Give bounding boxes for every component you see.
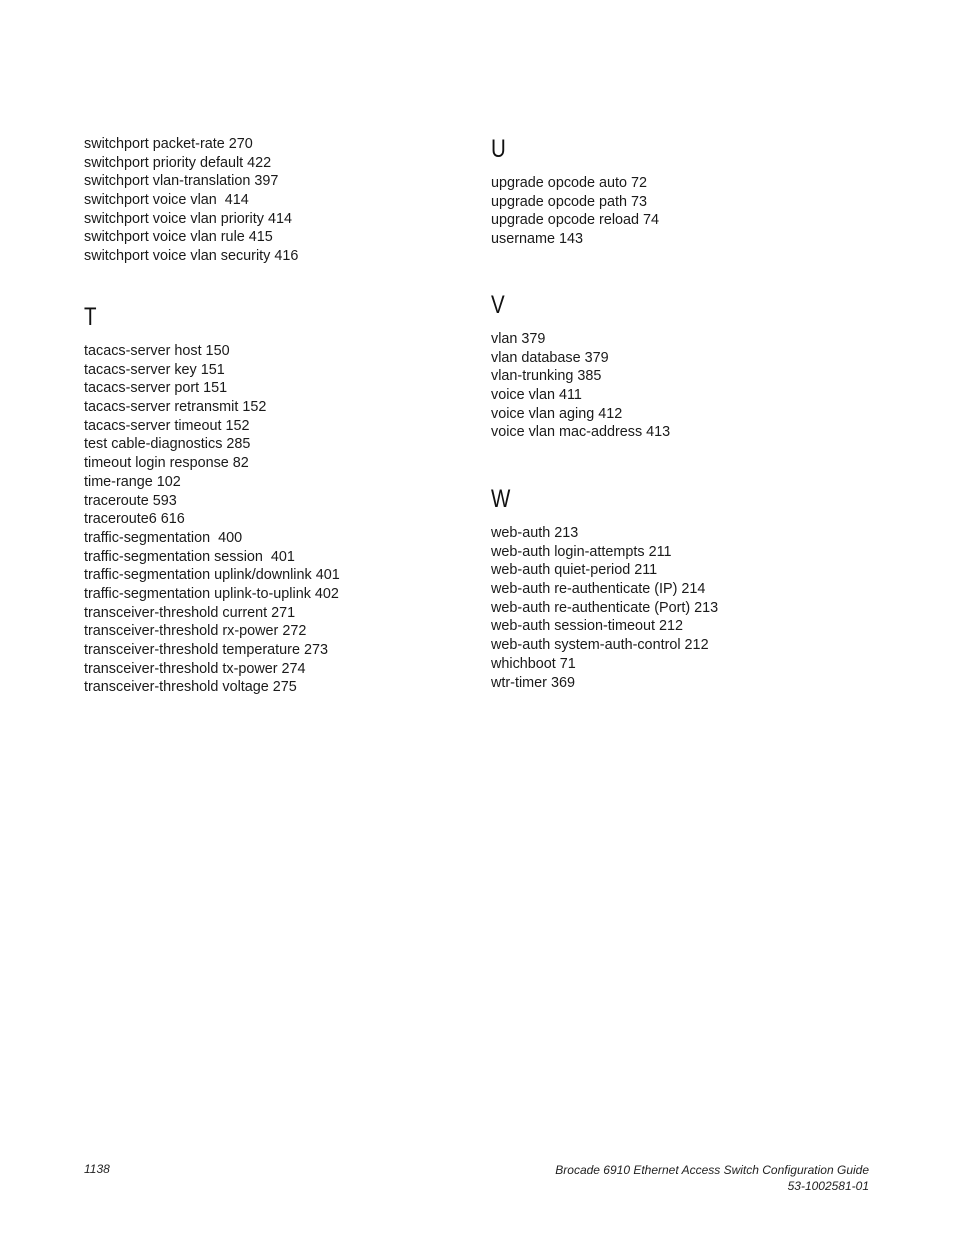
index-entry-list (491, 524, 891, 692)
index-entry: tacacs-server host 150 (84, 343, 230, 359)
index-entry: web-auth re-authenticate (IP) 214 (491, 581, 706, 598)
index-entry: web-auth session-timeout 212 (491, 618, 683, 635)
index-entry: traffic-segmentation 400 (84, 529, 243, 546)
index-entry: upgrade opcode auto 72 (491, 175, 648, 191)
index-entry: vlan-trunking 385 (491, 368, 602, 385)
section-letter-heading: V (491, 291, 505, 319)
index-entry: web-auth re-authenticate (Port) 213 (491, 599, 719, 616)
index-entry: web-auth quiet-period 211 (491, 562, 658, 579)
index-entry-list (84, 135, 464, 266)
index-entry: switchport vlan-translation 397 (84, 173, 279, 190)
index-entry: switchport priority default 422 (84, 154, 272, 171)
index-entry: web-auth login-attempts 211 (491, 543, 672, 560)
index-entry: transceiver-threshold voltage 275 (84, 679, 297, 696)
index-entry: vlan database 379 (491, 349, 609, 366)
index-entry-list (84, 342, 464, 697)
index-entry: tacacs-server timeout 152 (84, 417, 250, 434)
footer-guide-title: Brocade 6910 Ethernet Access Switch Configuration Guide (555, 1163, 869, 1177)
index-entry: voice vlan 411 (491, 387, 582, 404)
index-entry: wtr-timer 369 (491, 674, 575, 691)
section-letter-heading: W (491, 485, 511, 513)
index-section-v (491, 290, 891, 442)
index-entry: transceiver-threshold current 271 (84, 604, 296, 621)
index-entry: upgrade opcode reload 74 (491, 212, 660, 229)
index-entry: voice vlan mac-address 413 (491, 424, 671, 441)
index-entry-list (491, 330, 891, 442)
index-entry: timeout login response 82 (84, 455, 249, 472)
section-letter-heading: T (84, 303, 97, 331)
index-entry: web-auth 213 (491, 525, 579, 541)
footer-doc-number: 53-1002581-01 (787, 1179, 869, 1193)
index-entry: whichboot 71 (491, 655, 576, 672)
footer-document-info (555, 1162, 869, 1194)
index-entry: tacacs-server retransmit 152 (84, 399, 267, 416)
index-section-u (491, 134, 891, 249)
index-entry: test cable-diagnostics 285 (84, 436, 251, 453)
index-entry: time-range 102 (84, 473, 181, 490)
index-entry: transceiver-threshold rx-power 272 (84, 623, 307, 640)
index-entry: voice vlan aging 412 (491, 405, 623, 422)
index-section-t (84, 302, 464, 697)
index-entry: traffic-segmentation uplink/downlink 401 (84, 567, 340, 584)
index-entry: switchport voice vlan security 416 (84, 248, 299, 265)
index-entry: transceiver-threshold temperature 273 (84, 642, 328, 658)
index-entry-list (491, 174, 891, 249)
index-entry: switchport voice vlan 414 (84, 192, 249, 209)
index-entry: username 143 (491, 231, 584, 248)
index-entry: tacacs-server key 151 (84, 361, 225, 378)
index-entry: traffic-segmentation session 401 (84, 548, 295, 565)
index-entry: switchport voice vlan priority 414 (84, 210, 292, 227)
footer-page-number: 1138 (84, 1162, 110, 1176)
index-entry: switchport packet-rate 270 (84, 136, 253, 152)
index-entry: switchport voice vlan rule 415 (84, 229, 273, 246)
index-entry: traceroute6 616 (84, 511, 185, 528)
index-entry: tacacs-server port 151 (84, 380, 228, 397)
index-entry: vlan 379 (491, 331, 546, 347)
section-letter-heading: U (491, 135, 506, 163)
index-entry: traceroute 593 (84, 492, 177, 509)
index-entry: traffic-segmentation uplink-to-uplink 402 (84, 585, 339, 602)
index-entry: web-auth system-auth-control 212 (491, 637, 709, 654)
index-entry: transceiver-threshold tx-power 274 (84, 660, 306, 677)
index-section-w (491, 484, 891, 692)
index-entry: upgrade opcode path 73 (491, 193, 648, 210)
index-section-s-continued (84, 135, 464, 266)
